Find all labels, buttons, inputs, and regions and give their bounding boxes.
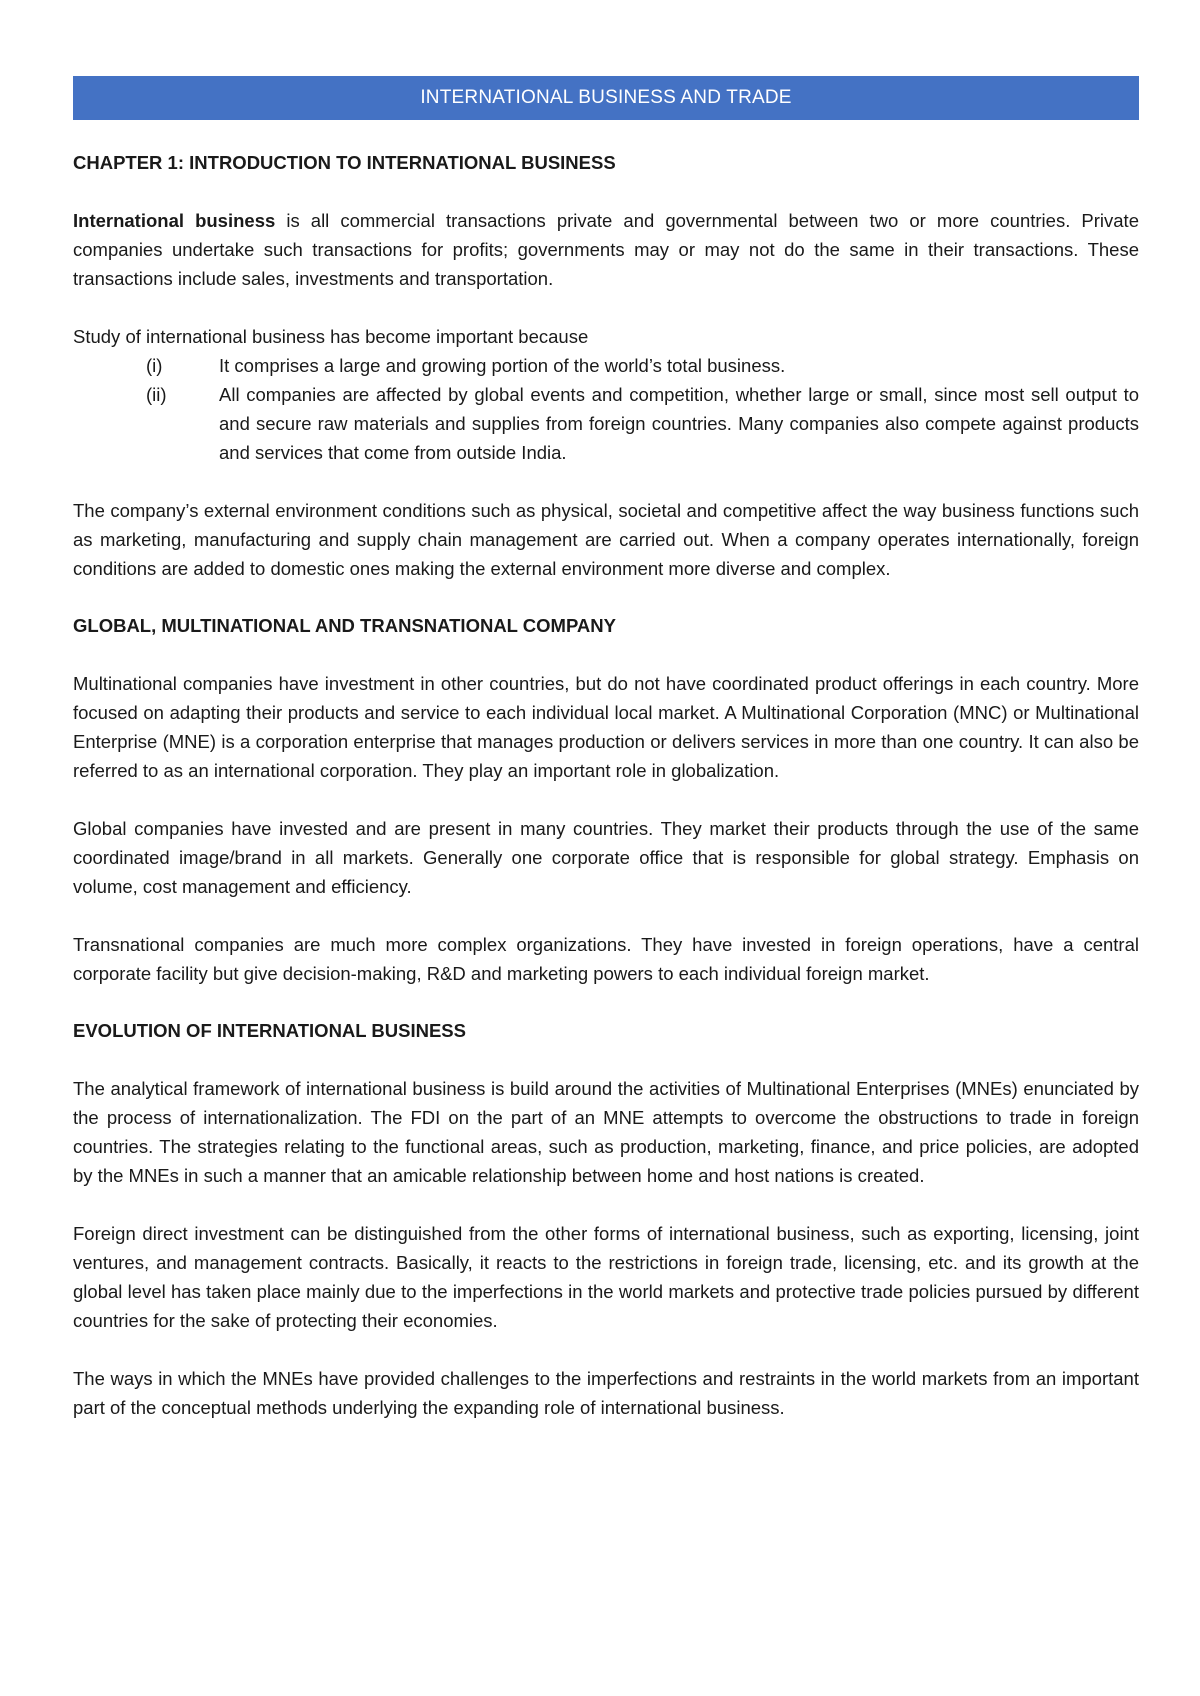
study-lead: Study of international business has become important because — [73, 326, 589, 347]
document-title-banner — [73, 76, 1139, 120]
global-paragraph: Global companies have invested and are present in many countries. They market their products through the use of the same coordinated image/brand in all markets. Generally one corporate office that is responsible for global strategy. Emphasis on volume, cost management and efficiency. — [73, 818, 1139, 897]
list-item — [73, 380, 1139, 467]
list-item-text: It comprises a large and growing portion of the world’s total business. — [219, 355, 786, 376]
list-item — [73, 351, 1139, 380]
fdi-paragraph: Foreign direct investment can be distinguished from the other forms of international business, such as exporting, licensing, joint ventures, and management contracts. Basically, it reacts to the restrictions in foreign trade, licensing, etc. and its growth at the global level has taken place mainly due to the imperfections in the world markets and protective trade policies pursued by different countries for the sake of protecting their economies. — [73, 1223, 1139, 1331]
chapter-title: CHAPTER 1: INTRODUCTION TO INTERNATIONAL BUSINESS — [73, 152, 616, 173]
framework-paragraph: The analytical framework of international business is build around the activities of Multinational Enterprises (MNEs) enunciated by the process of internationalization. The FDI on the part of an MNE attempts to overcome the obstructions to trade in foreign countries. The strategies relating to the functional areas, such as production, marketing, finance, and price policies, are adopted by the MNEs in such a manner that an amicable relationship between home and host nations is created. — [73, 1078, 1139, 1186]
intro-paragraph — [73, 206, 1139, 293]
transnational-paragraph: Transnational companies are much more complex organizations. They have invested in foreign operations, have a central corporate facility but give decision-making, R&D and marketing powers to each individual foreign market. — [73, 934, 1139, 984]
document-title: INTERNATIONAL BUSINESS AND TRADE — [420, 87, 792, 108]
intro-definition: is all commercial transactions private and governmental between two or more countries. Private companies undertake such transactions for profits; governments may or may not do the same in their transactions. These transactions include sales, investments and transportation. — [73, 210, 1139, 289]
list-item-text: All companies are affected by global events and competition, whether large or small, since most sell output to and secure raw materials and supplies from foreign countries. Many companies also compete against products and services that come from outside India. — [219, 384, 1139, 463]
section-heading-evolution: EVOLUTION OF INTERNATIONAL BUSINESS — [73, 1020, 466, 1041]
list-item-number: (ii) — [146, 384, 167, 405]
list-item-number: (i) — [146, 355, 163, 376]
study-reasons-list — [73, 351, 1139, 467]
mne-challenges-paragraph: The ways in which the MNEs have provided challenges to the imperfections and restraints in the world markets from an important part of the conceptual methods underlying the expanding role of international business. — [73, 1368, 1139, 1418]
environment-paragraph: The company’s external environment conditions such as physical, societal and competitive affect the way business functions such as marketing, manufacturing and supply chain management are carried out. When a company operates internationally, foreign conditions are added to domestic ones making the external environment more diverse and complex. — [73, 500, 1139, 579]
multinational-paragraph: Multinational companies have investment in other countries, but do not have coordinated product offerings in each country. More focused on adapting their products and service to each individual local market. A Multinational Corporation (MNC) or Multinational Enterprise (MNE) is a corporation enterprise that manages production or delivers services in more than one country. It can also be referred to as an international corporation. They play an important role in globalization. — [73, 673, 1139, 781]
document-page — [73, 76, 1139, 1422]
intro-term: International business — [73, 210, 276, 231]
section-heading-global: GLOBAL, MULTINATIONAL AND TRANSNATIONAL COMPANY — [73, 615, 616, 636]
